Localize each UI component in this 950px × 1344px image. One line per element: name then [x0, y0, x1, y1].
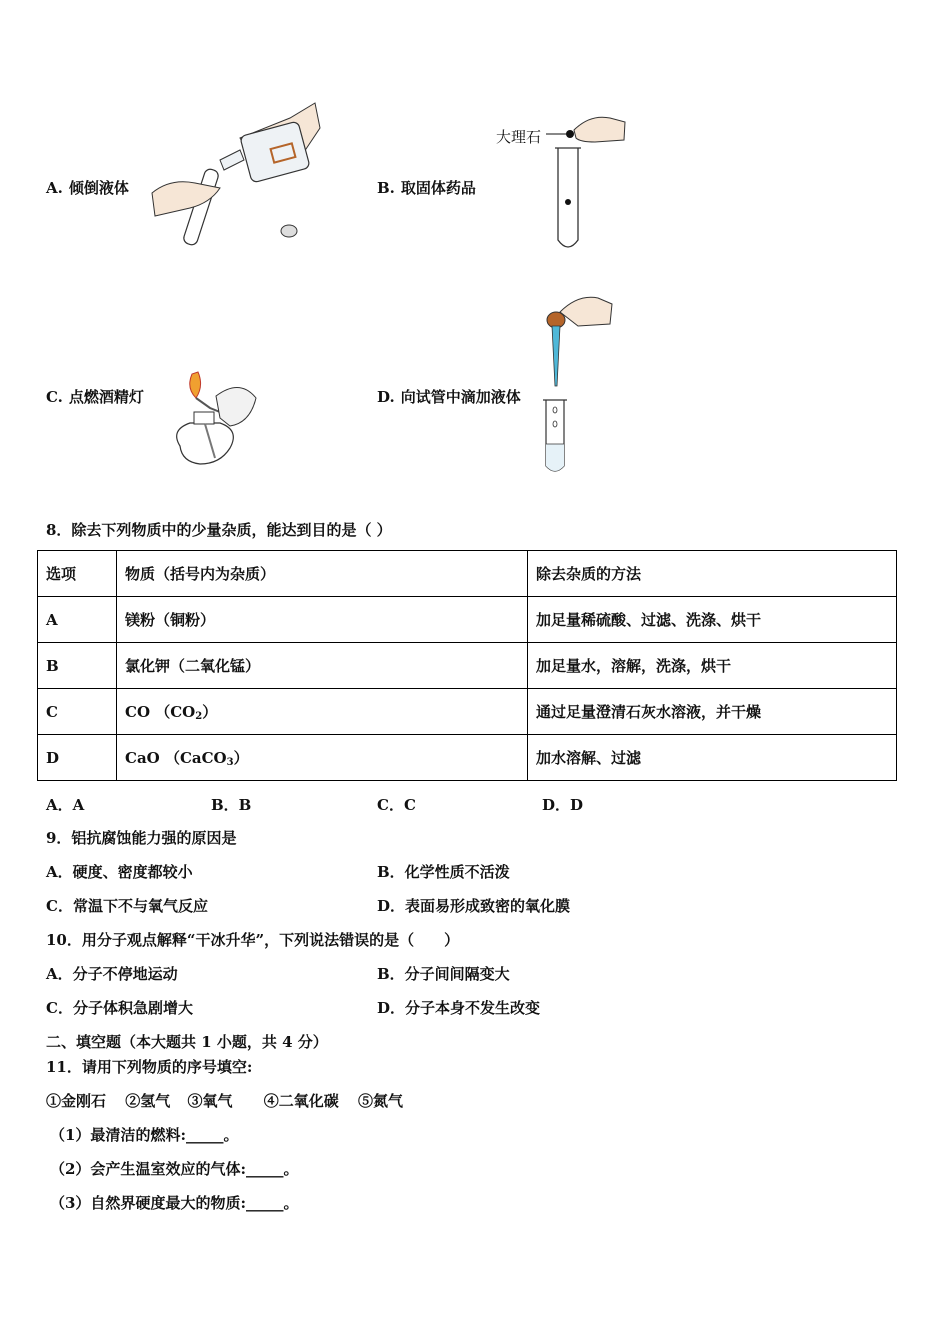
q8-table: [37, 550, 897, 781]
table-cell: 氯化钾（二氧化锰）: [117, 643, 528, 689]
q8-answer-d: D．D: [542, 796, 584, 814]
q9-option-d: D．表面易形成致密的氧化膜: [377, 897, 571, 915]
table-cell: C: [38, 689, 117, 735]
figure-lighting-lamp: [160, 368, 260, 468]
table-header-cell: 选项: [38, 551, 117, 597]
q11-items: [46, 1090, 403, 1111]
table-cell: B: [38, 643, 117, 689]
figure-solid-to-tube: [540, 112, 630, 252]
q7-option-a: A. 倾倒液体: [46, 179, 129, 197]
table-cell: 镁粉（铜粉）: [117, 597, 528, 643]
q9-stem: 9．铝抗腐蚀能力强的原因是: [46, 829, 237, 847]
table-row: [38, 597, 897, 643]
table-header-cell: 除去杂质的方法: [528, 551, 897, 597]
table-cell: 加水溶解、过滤: [528, 735, 897, 781]
table-cell: CaO （CaCO$_3$）: [117, 735, 528, 781]
q7-option-c: C. 点燃酒精灯: [46, 388, 144, 406]
q8-stem: 8．除去下列物质中的少量杂质，能达到目的是（ ）: [46, 521, 392, 539]
q9-option-b: B．化学性质不活泼: [377, 863, 510, 881]
q11-item: ①金刚石: [46, 1092, 107, 1110]
figure-dropper-tube: [538, 294, 618, 474]
table-cell: D: [38, 735, 117, 781]
table-row: [38, 735, 897, 781]
q10-option-b: B．分子间间隔变大: [377, 965, 510, 983]
table-row: [38, 689, 897, 735]
table-row: [38, 643, 897, 689]
q8-answer-c: C．C: [377, 796, 416, 814]
table-header-row: [38, 551, 897, 597]
q9-option-a: A．硬度、密度都较小: [46, 863, 193, 881]
table-cell: 通过足量澄清石灰水溶液，并干燥: [528, 689, 897, 735]
q11-stem: 11．请用下列物质的序号填空:: [46, 1058, 253, 1076]
q10-stem: 10．用分子观点解释“干冰升华”，下列说法错误的是（ ）: [46, 931, 460, 949]
q11-item: ⑤氮气: [358, 1092, 404, 1110]
table-cell: 加足量稀硫酸、过滤、洗涤、烘干: [528, 597, 897, 643]
q10-option-d: D．分子本身不发生改变: [377, 999, 541, 1017]
q11-blank-1: （1）最清洁的燃料:_____。: [50, 1126, 239, 1144]
section-title: 二、填空题（本大题共 1 小题，共 4 分）: [46, 1033, 328, 1051]
q10-option-c: C．分子体积急剧增大: [46, 999, 193, 1017]
figure-label-marble: 大理石: [496, 128, 542, 146]
q9-option-c: C．常温下不与氧气反应: [46, 897, 208, 915]
figure-pouring-liquid: [150, 98, 330, 248]
q11-item: ②氢气: [125, 1092, 171, 1110]
q8-answer-a: A．A: [46, 796, 85, 814]
q11-item: ③氧气: [187, 1092, 233, 1110]
q10-option-a: A．分子不停地运动: [46, 965, 178, 983]
q11-blank-2: （2）会产生温室效应的气体:_____。: [50, 1160, 299, 1178]
table-header-cell: 物质（括号内为杂质）: [117, 551, 528, 597]
q8-answer-b: B．B: [211, 796, 252, 814]
q7-option-d: D. 向试管中滴加液体: [377, 388, 521, 406]
q11-item: ④二氧化碳: [263, 1092, 339, 1110]
q7-option-b: B. 取固体药品: [377, 179, 476, 197]
table-cell: CO $(CO_2)$: [117, 689, 528, 735]
table-cell: 加足量水，溶解，洗涤，烘干: [528, 643, 897, 689]
table-cell: A: [38, 597, 117, 643]
q11-blank-3: （3）自然界硬度最大的物质:_____。: [50, 1194, 299, 1212]
